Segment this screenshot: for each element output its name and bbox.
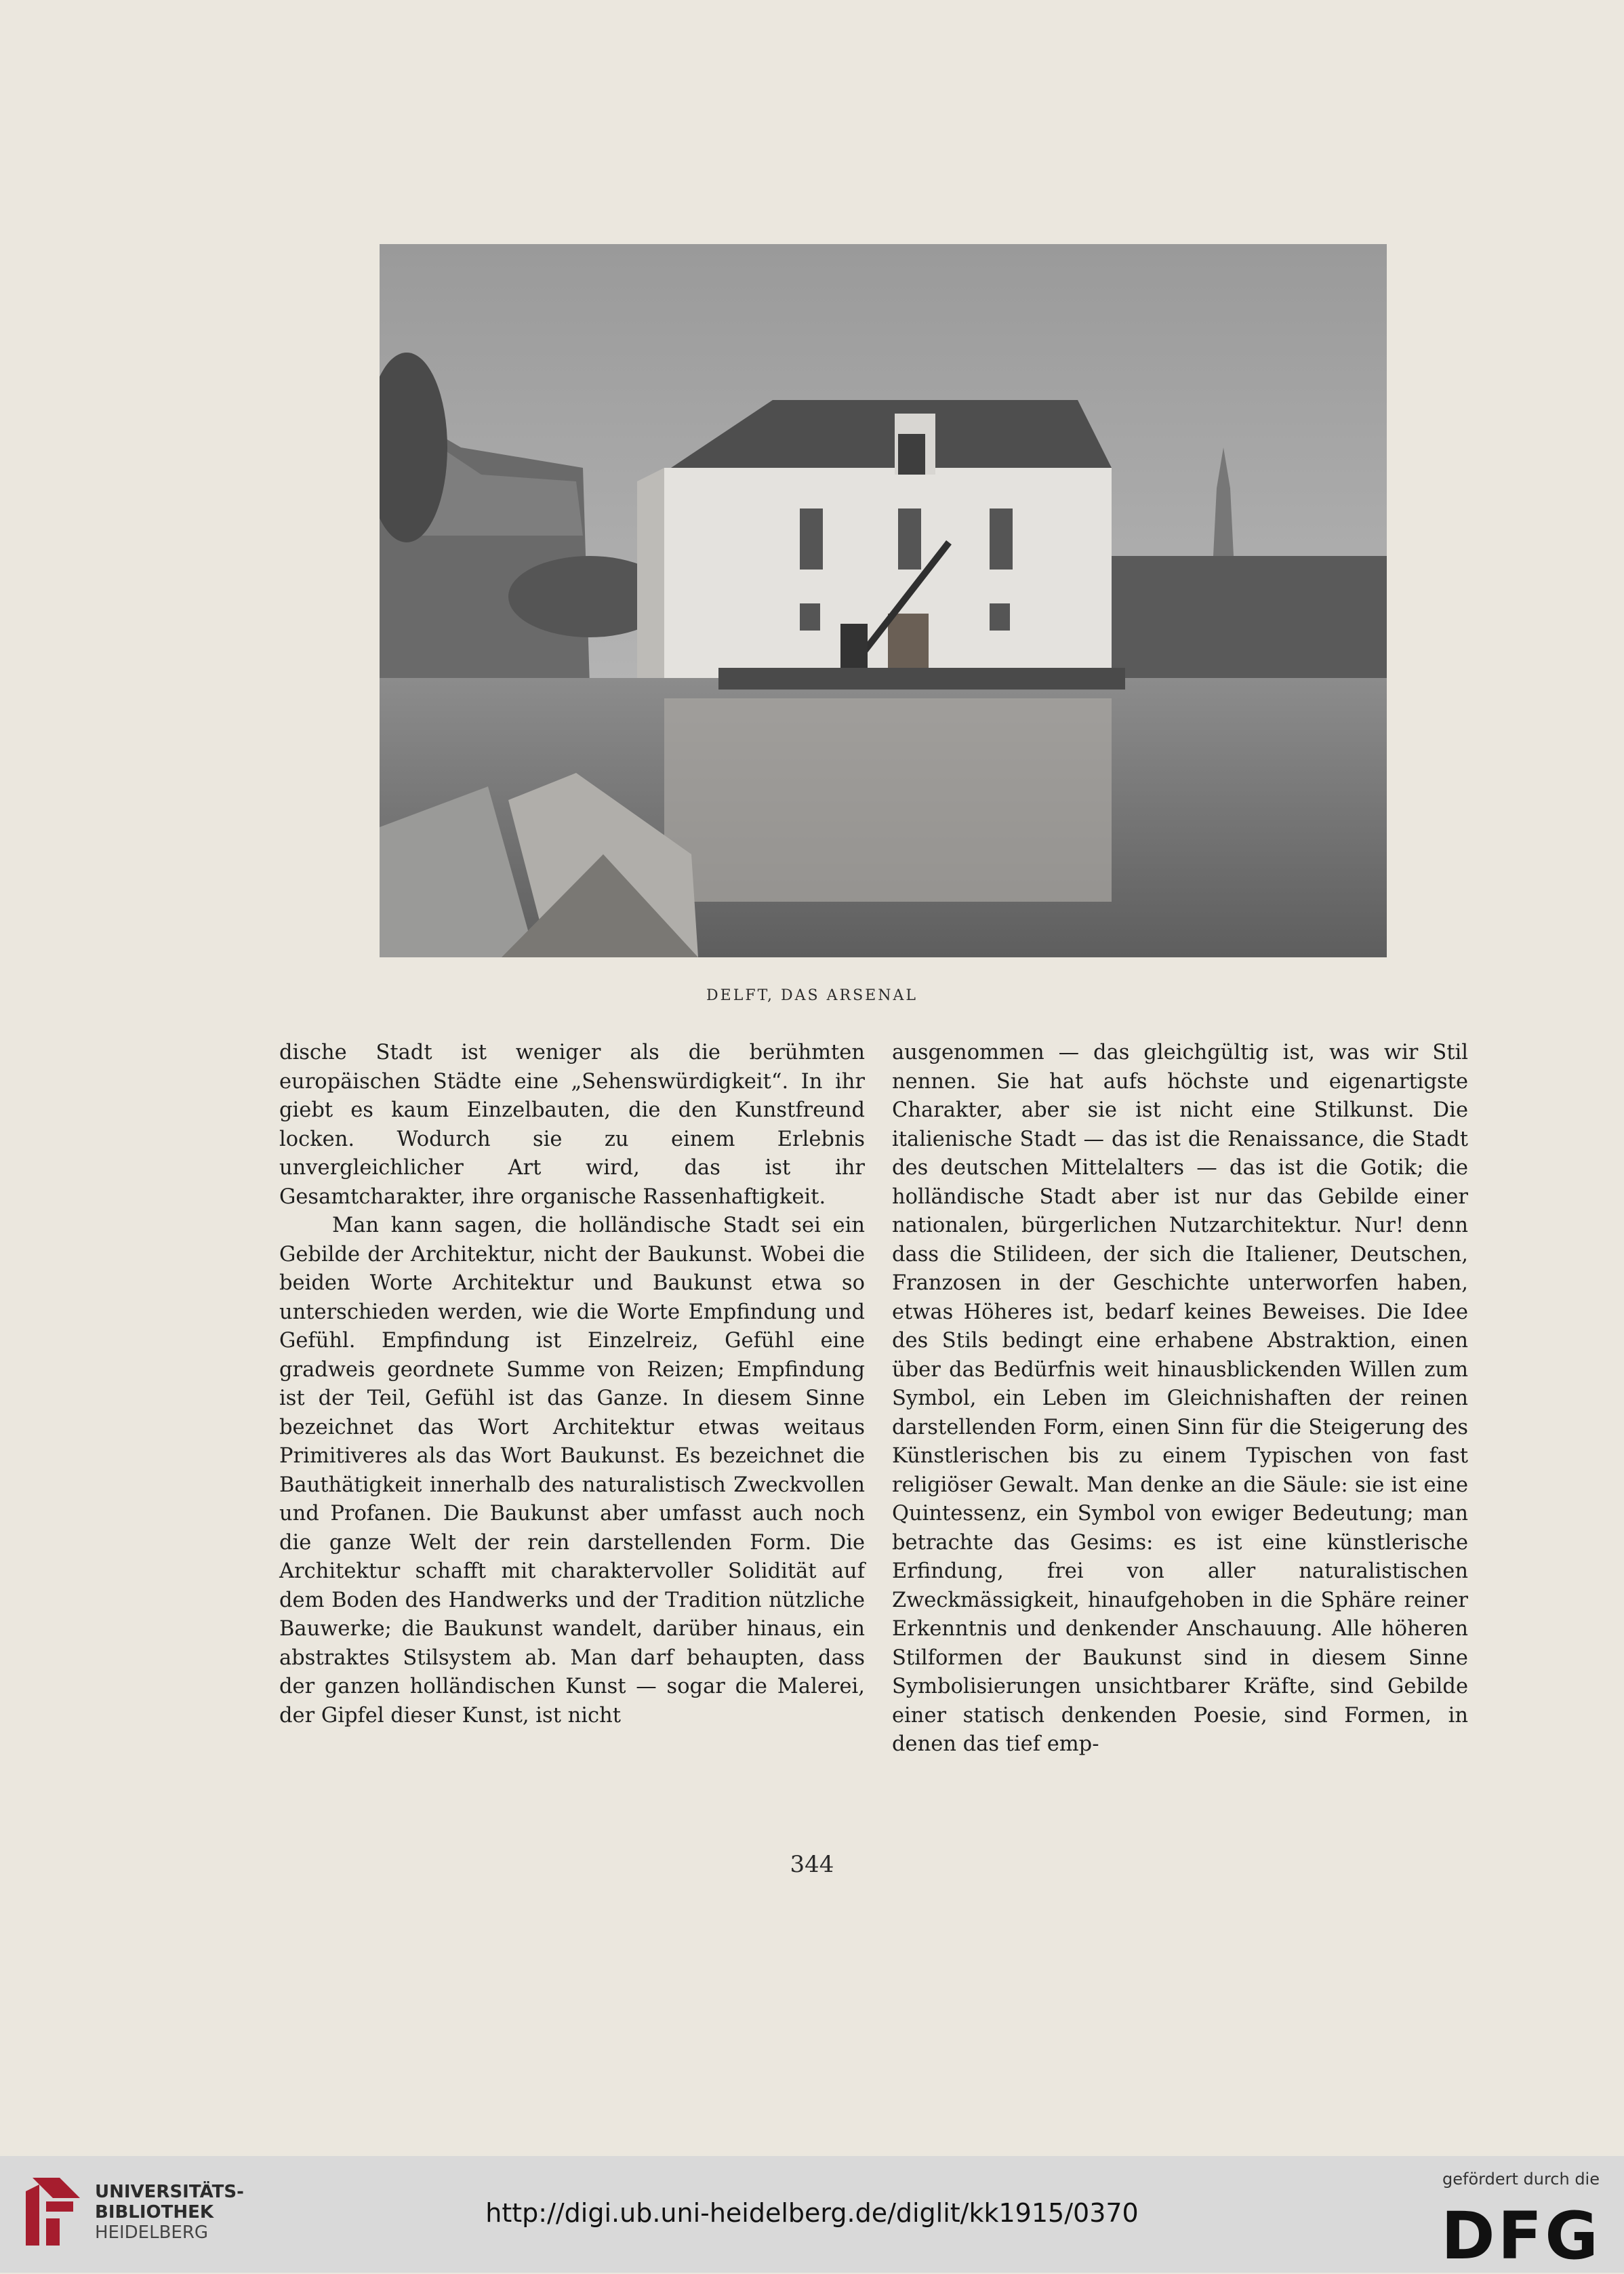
photograph-delft-arsenal <box>380 244 1387 957</box>
page-number: 344 <box>790 1851 834 1878</box>
library-name-line: HEIDELBERG <box>95 2222 209 2243</box>
library-name-line: BIBLIOTHEK <box>95 2202 214 2222</box>
photo-caption: DELFT, DAS ARSENAL <box>706 987 918 1004</box>
right-text-column <box>892 1039 1468 1759</box>
paragraph: ausgenommen — das gleichgültig ist, was wir Stil nennen. Sie hat aufs höchste und eigenartigste Charakter, aber sie ist nicht eine Stilkunst. Die italienische Stadt — das ist die Renaissance, die Stadt des deutschen Mittelalters — das ist die Gotik; die holländische Stadt aber ist nur das Gebilde einer nationalen, bürgerlichen Nutzarchitektur. Nur! denn dass die Stilideen, der sich die Italiener, Deutschen, Franzosen in der Geschichte unterworfen haben, etwas Höheres ist, bedarf keines Beweises. Die Idee des Stils bedingt eine erhabene Abstraktion, einen über das Bedürfnis weit hinausblickenden Willen zum Symbol, ein Leben im Gleichnishaften der reinen darstellenden Form, einen Sinn für die Steigerung des Künstlerischen bis zu einem Typischen von fast religiöser Gewalt. Man denke an die Säule: sie ist eine Quintessenz, ein Symbol von ewiger Bedeutung; man betrachte das Gesims: es ist eine künstlerische Erfindung, frei von aller naturalistischen Zweckmässigkeit, hinaufgehoben in die Sphäre reiner Erkenntnis und denkender Anschauung. Alle höheren Stilformen der Baukunst sind in diesem Sinne Symbolisierungen unsichtbarer Kräfte, sind Gebilde einer statisch denkenden Poesie, sind Formen, in denen das tief emp- <box>892 1041 1468 1756</box>
funding-note: gefördert durch die <box>1442 2170 1600 2189</box>
library-name-line: UNIVERSITÄTS- <box>95 2182 244 2202</box>
dfg-logo: DFG <box>1440 2198 1601 2274</box>
digitization-footer <box>0 2156 1624 2273</box>
paragraph: dische Stadt ist weniger als die berühmten europäischen Städte eine „Sehenswürdigkeit“. In ihr giebt es kaum Einzelbauten, die den Kunstfreund locken. Wodurch sie zu einem Erlebnis unvergleichlicher Art wird, das ist ihr Gesamtcharakter, ihre organische Rassenhaftigkeit. <box>279 1041 865 1209</box>
permalink-url[interactable]: http://digi.ub.uni-heidelberg.de/diglit/kk1915/0370 <box>485 2198 1139 2228</box>
paragraph: Man kann sagen, die holländische Stadt sei ein Gebilde der Architektur, nicht der Baukunst. Wobei die beiden Worte Architektur und Baukunst etwa so unterschieden werden, wie die Worte Empfindung und Gefühl. Empfindung ist Einzelreiz, Gefühl eine gradweis geordnete Summe von Reizen; Empfindung ist der Teil, Gefühl ist das Ganze. In diesem Sinne bezeichnet das Wort Architektur etwas weitaus Primitiveres als das Wort Baukunst. Es bezeichnet die Bauthätigkeit innerhalb des naturalistisch Zweckvollen und Profanen. Die Baukunst aber umfasst auch noch die ganze Welt der rein darstellenden Form. Die Architektur schafft mit charaktervoller Solidität auf dem Boden des Handwerks und der Tradition nützliche Bauwerke; die Baukunst wandelt, darüber hinaus, ein abstraktes Stilsystem ab. Man darf behaupten, dass der ganzen holländischen Kunst — sogar die Malerei, der Gipfel dieser Kunst, ist nicht <box>279 1214 865 1728</box>
left-text-column <box>279 1039 865 1730</box>
